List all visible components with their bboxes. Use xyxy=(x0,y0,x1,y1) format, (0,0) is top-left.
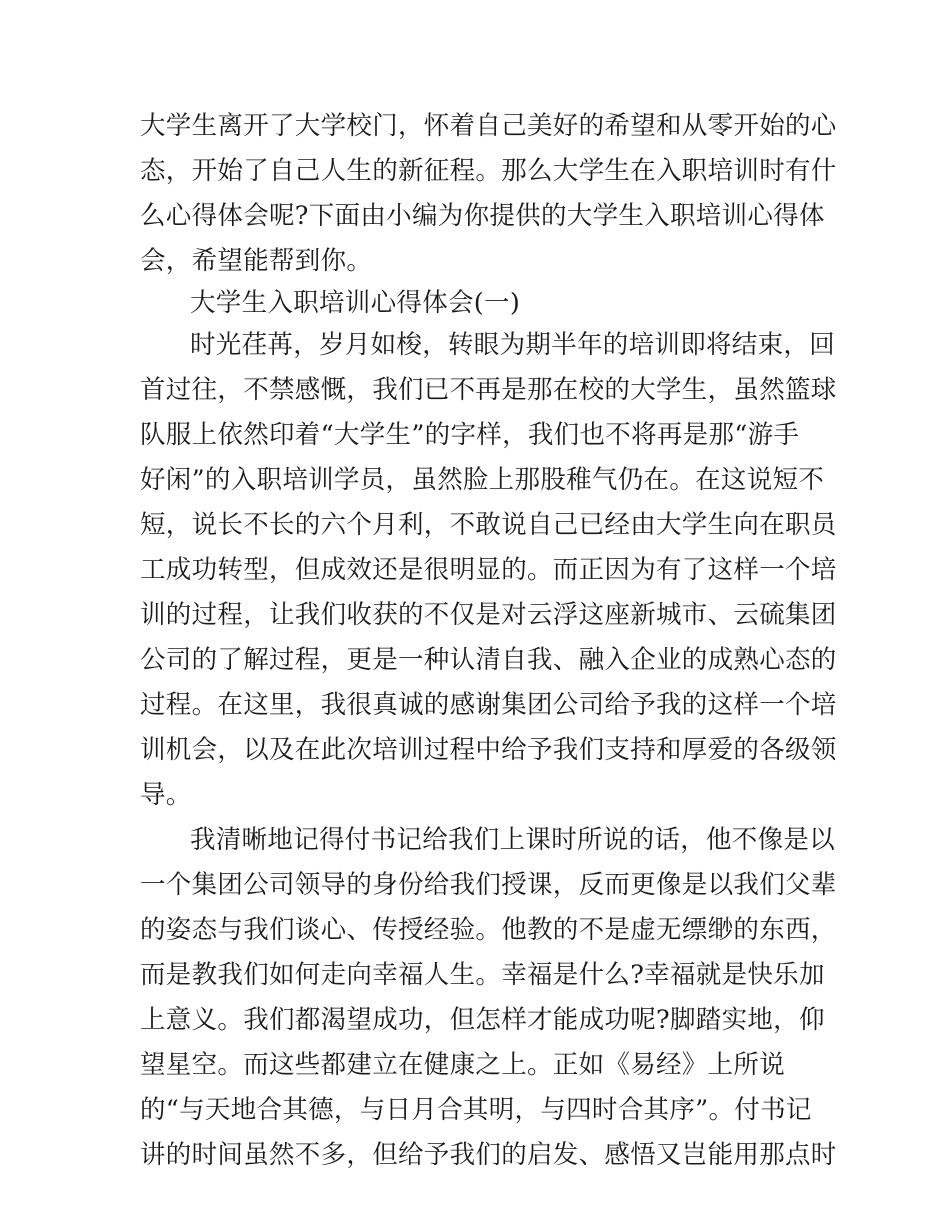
paragraph2-line-8: 讲的时间虽然不多，但给予我们的启发、感悟又岂能用那点时 xyxy=(140,1140,837,1170)
intro-line-3: 么心得体会呢?下面由小编为你提供的大学生入职培训心得体 xyxy=(140,201,825,231)
paragraph1-line-4: 好闲”的入职培训学员，虽然脸上那股稚气仍在。在这说短不 xyxy=(140,465,825,495)
paragraph2-line-3: 的姿态与我们谈心、传授经验。他教的不是虚无缥缈的东西， xyxy=(140,915,837,945)
paragraph2-line-2: 一个集团公司领导的身份给我们授课，反而更像是以我们父辈 xyxy=(140,870,837,900)
paragraph1-line-9: 过程。在这里，我很真诚的感谢集团公司给予我的这样一个培 xyxy=(140,690,837,720)
intro-line-1: 大学生离开了大学校门，怀着自己美好的希望和从零开始的心 xyxy=(140,111,837,141)
paragraph1-line-10: 训机会，以及在此次培训过程中给予我们支持和厚爱的各级领 xyxy=(140,735,837,765)
paragraph2-line-1: 我清晰地记得付书记给我们上课时所说的话，他不像是以 xyxy=(190,825,836,855)
paragraph1-line-7: 训的过程，让我们收获的不仅是对云浮这座新城市、云硫集团 xyxy=(140,600,837,630)
paragraph2-line-6: 望星空。而这些都建立在健康之上。正如《易经》上所说 xyxy=(140,1050,786,1080)
paragraph1-line-1: 时光荏苒，岁月如梭，转眼为期半年的培训即将结束，回 xyxy=(190,330,836,360)
intro-line-2: 态，开始了自己人生的新征程。那么大学生在入职培训时有什 xyxy=(140,156,837,186)
paragraph1-line-5: 短，说长不长的六个月利，不敢说自己已经由大学生向在职员 xyxy=(140,510,837,540)
paragraph2-line-5: 上意义。我们都渴望成功，但怎样才能成功呢?脚踏实地，仰 xyxy=(140,1005,825,1035)
paragraph2-line-7: 的“与天地合其德，与日月合其明，与四时合其序”。付书记 xyxy=(140,1095,812,1125)
intro-line-4: 会，希望能帮到你。 xyxy=(140,246,373,276)
paragraph1-line-8: 公司的了解过程，更是一种认清自我、融入企业的成熟心态的 xyxy=(140,645,837,675)
paragraph1-line-6: 工成功转型，但成效还是很明显的。而正因为有了这样一个培 xyxy=(140,555,837,585)
paragraph1-line-11: 导。 xyxy=(140,780,192,810)
paragraph1-line-3: 队服上依然印着“大学生”的字样，我们也不将再是那“游手 xyxy=(140,420,800,450)
paragraph2-line-4: 而是教我们如何走向幸福人生。幸福是什么?幸福就是快乐加 xyxy=(140,960,825,990)
section-heading: 大学生入职培训心得体会(一) xyxy=(190,288,521,318)
paragraph1-line-2: 首过往，不禁感慨，我们已不再是那在校的大学生，虽然篮球 xyxy=(140,375,837,405)
